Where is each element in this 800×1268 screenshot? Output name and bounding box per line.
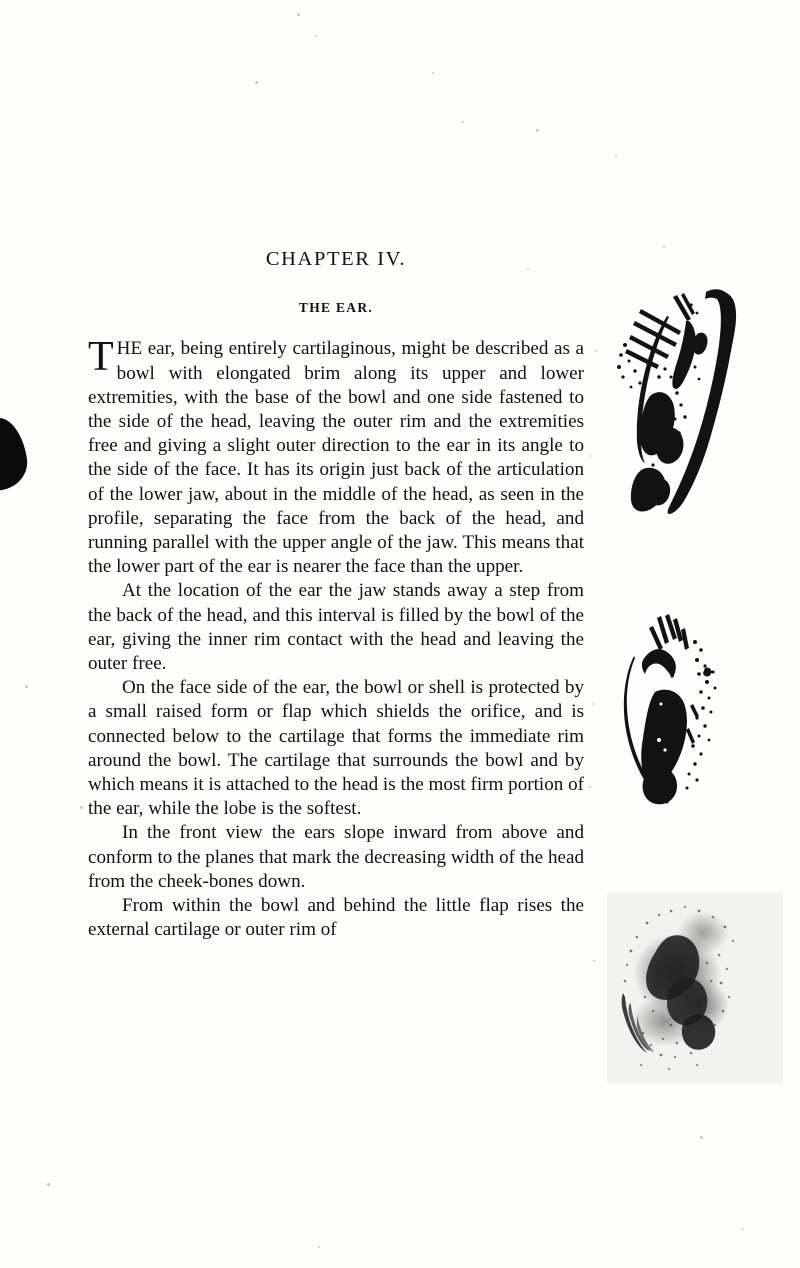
paper-speck: [593, 960, 595, 962]
paragraph-4: In the front view the ears slope inward from above and conform to the planes that mark the decreasing width of the head from the cheek-bones down.: [88, 822, 584, 892]
section-title: THE EAR.: [298, 299, 374, 315]
paragraph-1-text: ear, being entirely cartilaginous, might be described as a bowl with elongated brim along its upper and lower extremities, with the base of the bowl and one side fastened to the side of the head, leaving the outer rim and the extremities free and giving a slight outer direction to the ear in its angle to the side of the face. It has its origin just back of the articulation of the lower jaw, about in the middle of the head, as seen in the profile, separating the face from the back of the head, and running parallel with the upper angle of the jaw. This means that the lower part of the ear is nearer the face than the upper.: [88, 338, 584, 578]
paragraph-5: From within the bowl and behind the little flap rises the external cartilage or outer rim of: [88, 895, 584, 941]
text-column: [88, 248, 584, 942]
ear-illustration-profile-top: [607, 283, 783, 515]
paper-speck: [318, 1246, 320, 1248]
paper-speck: [700, 1136, 703, 1139]
paper-speck: [589, 455, 591, 457]
ink-blot-stain: [0, 415, 31, 494]
chapter-title: CHAPTER IV.: [265, 248, 407, 270]
paper-speck: [255, 81, 258, 84]
paragraph-3: On the face side of the ear, the bowl or shell is protected by a small raised form or flap which shields the orifice, and is connected below to the cartilage that forms the immediate rim around the bowl. The cartilage that surrounds the bowl and by which means it is attached to the head is the most firm portion of the ear, while the lobe is the softest.: [88, 677, 584, 820]
paper-speck: [25, 685, 28, 688]
drop-cap-initial: T: [88, 334, 114, 381]
paper-speck: [47, 1183, 50, 1186]
ear-illustration-shaded-bottom: [607, 893, 783, 1083]
paper-speck: [589, 786, 591, 788]
paper-speck: [536, 129, 539, 132]
paper-speck: [297, 13, 300, 16]
paper-speck: [592, 703, 594, 705]
paper-speck: [615, 155, 617, 157]
ear-illustration-profile-middle: [609, 608, 781, 808]
paper-speck: [663, 246, 665, 248]
paragraph-1: [88, 334, 584, 579]
paragraph-2: At the location of the ear the jaw stands away a step from the back of the head, and this interval is filled by the bowl of the ear, giving the inner rim contact with the head and leaving the outer free.: [88, 580, 584, 675]
paper-speck: [432, 72, 434, 74]
paper-speck: [462, 121, 464, 123]
paper-speck: [80, 806, 83, 809]
paper-speck: [315, 35, 317, 37]
paper-speck: [595, 350, 597, 352]
paragraph-1-lead: HE: [116, 338, 143, 360]
paper-speck: [742, 1228, 744, 1230]
